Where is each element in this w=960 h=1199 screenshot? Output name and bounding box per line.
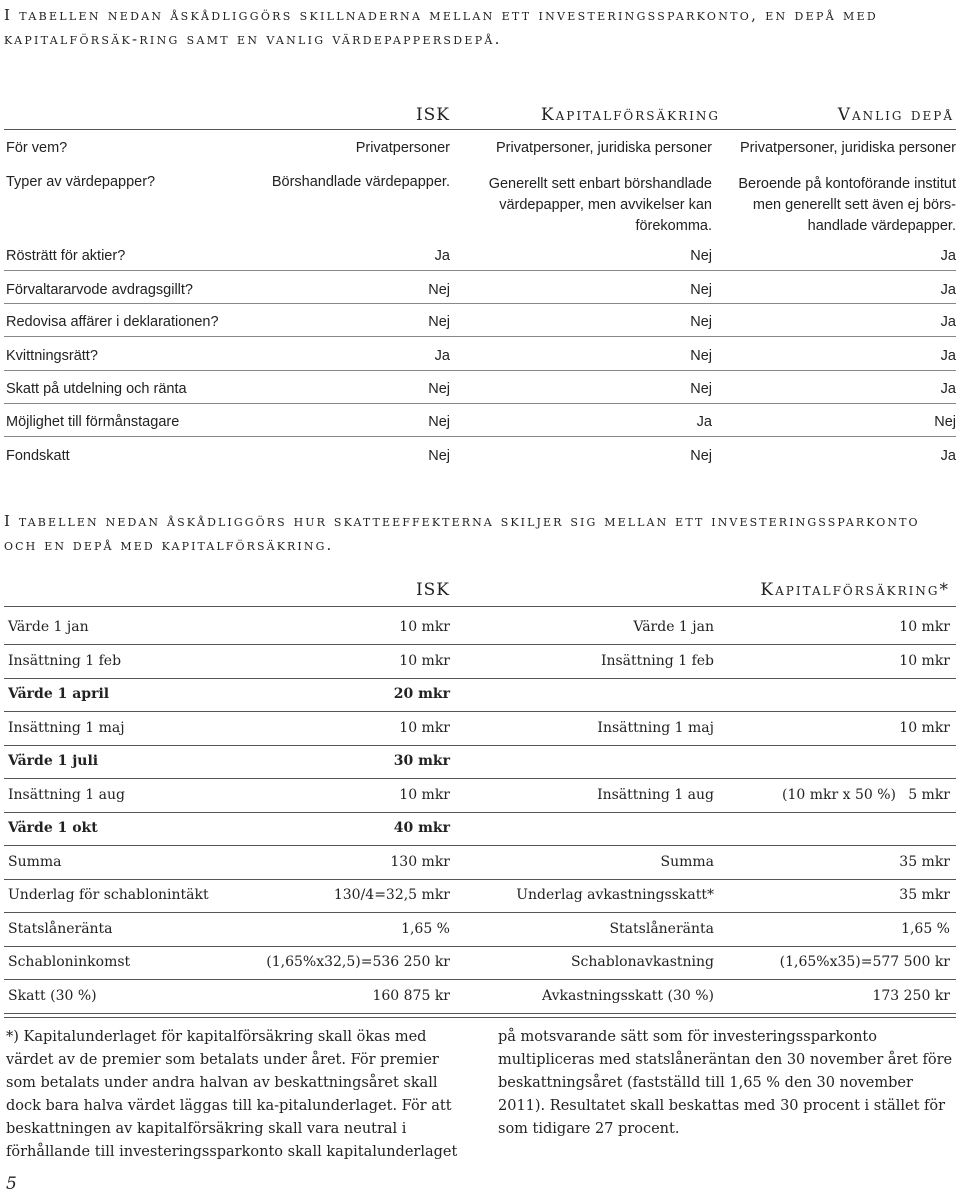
table1-header-divider — [4, 129, 956, 130]
cell-vanlig-depa: Ja — [940, 448, 956, 464]
intro-paragraph-1: I tabellen nedan åskådliggörs skillnaderna mellan ett investeringssparkonto, en depå med kapitalförsäk-ring samt en vanlig värdepappersdepå. — [4, 6, 879, 48]
row-divider — [4, 1013, 956, 1014]
isk-value: 10 mkr — [399, 619, 450, 635]
cell-isk: Nej — [428, 448, 450, 464]
cell-vanlig-depa: Ja — [940, 282, 956, 298]
kf-value: 35 mkr — [899, 887, 950, 903]
cell-isk: Nej — [428, 414, 450, 430]
row-label: Typer av värdepapper? — [6, 174, 156, 190]
cell-kapitalforsakring: Nej — [690, 314, 712, 330]
kf-label: Insättning 1 feb — [600, 652, 714, 669]
kf-value: 10 mkr — [899, 619, 950, 635]
isk-label: Skatt (30 %) — [8, 987, 97, 1004]
cell-isk: Nej — [428, 314, 450, 330]
row-divider — [4, 678, 956, 679]
row-label: Rösträtt för aktier? — [6, 248, 126, 264]
row-label: Möjlighet till förmånstagare — [6, 414, 180, 430]
cell-kapitalforsakring: Nej — [690, 248, 712, 264]
header-isk: ISK — [415, 105, 450, 125]
kf-value: 173 250 kr — [872, 987, 950, 1004]
cell-kapitalforsakring: Nej — [690, 448, 712, 464]
isk-label: Värde 1 okt — [8, 820, 98, 836]
kf-label: Insättning 1 maj — [597, 719, 714, 736]
row-divider — [4, 979, 956, 980]
isk-value: (1,65%x32,5)=536 250 kr — [266, 954, 450, 970]
isk-label: Värde 1 april — [8, 686, 110, 702]
isk-label: Summa — [8, 853, 62, 870]
kf-label: Summa — [660, 853, 714, 870]
row-label: Redovisa affärer i deklarationen? — [6, 314, 219, 330]
table2-header-divider — [4, 606, 956, 607]
cell-isk: Nej — [428, 381, 450, 397]
kf-value: 1,65 % — [901, 920, 950, 937]
cell-vanlig-depa: Beroende på kontoförande institut men generellt sett även ej börs-handlade värdepapper. — [738, 176, 956, 234]
row-divider — [4, 403, 956, 404]
cell-kapitalforsakring: Generellt sett enbart börshandlade värdepapper, men avvikelser kan förekomma. — [488, 176, 712, 234]
kf-note: (10 mkr x 50 %) — [781, 786, 896, 803]
isk-value: 10 mkr — [399, 786, 450, 803]
kf-label: Underlag avkastningsskatt* — [516, 887, 714, 903]
header-kapitalforsakring: Kapitalförsäkring — [540, 105, 720, 125]
cell-kapitalforsakring: Ja — [696, 414, 712, 430]
isk-value: 10 mkr — [399, 719, 450, 736]
isk-value: 40 mkr — [393, 820, 450, 836]
row-divider — [4, 946, 956, 947]
header-kapitalforsakring-2: Kapitalförsäkring* — [760, 580, 950, 600]
cell-isk: Börshandlade värdepapper. — [271, 174, 450, 190]
row-divider — [4, 644, 956, 645]
isk-label: Insättning 1 feb — [8, 652, 122, 669]
intro-paragraph-2: I tabellen nedan åskådliggörs hur skatteeffekterna skiljer sig mellan ett investeringssparkonto och en depå med kapitalförsäkring. — [4, 512, 920, 554]
cell-vanlig-depa: Nej — [934, 414, 956, 430]
kf-label: Statslåneränta — [609, 920, 714, 937]
row-label: Fondskatt — [6, 448, 70, 464]
isk-value: 1,65 % — [401, 920, 450, 937]
cell-vanlig-depa: Privatpersoner, juridiska personer — [740, 140, 956, 156]
cell-isk: Ja — [434, 248, 450, 264]
cell-vanlig-depa: Ja — [940, 314, 956, 330]
cell-vanlig-depa: Ja — [940, 248, 956, 264]
kf-value: 10 mkr — [899, 719, 950, 736]
isk-value: 130 mkr — [390, 853, 450, 870]
row-divider — [4, 879, 956, 880]
row-label: Skatt på utdelning och ränta — [6, 381, 187, 397]
isk-value: 30 mkr — [393, 753, 450, 769]
isk-label: Värde 1 juli — [8, 753, 99, 769]
isk-value: 20 mkr — [393, 686, 450, 702]
row-divider — [4, 711, 956, 712]
kf-label: Schablonavkastning — [570, 954, 714, 970]
cell-isk: Nej — [428, 282, 450, 298]
cell-isk: Privatpersoner — [355, 140, 450, 156]
kf-value: 5 mkr — [908, 786, 950, 803]
kf-value: 35 mkr — [899, 853, 950, 870]
isk-value: 10 mkr — [399, 652, 450, 669]
isk-label: Underlag för schablonintäkt — [8, 887, 209, 903]
row-divider — [4, 336, 956, 337]
isk-label: Insättning 1 aug — [8, 786, 125, 803]
header-isk-2: ISK — [415, 580, 450, 600]
row-divider — [4, 745, 956, 746]
cell-kapitalforsakring: Privatpersoner, juridiska personer — [496, 140, 712, 156]
row-divider — [4, 270, 956, 271]
kf-label: Värde 1 jan — [633, 619, 714, 635]
kf-value: 10 mkr — [899, 652, 950, 669]
cell-kapitalforsakring: Nej — [690, 348, 712, 364]
row-divider — [4, 303, 956, 304]
isk-value: 130/4=32,5 mkr — [333, 887, 450, 903]
row-label: Kvittningsrätt? — [6, 348, 98, 364]
footnote-right: på motsvarande sätt som för investeringssparkonto multipliceras med statslåneräntan den 30 november året före beskattningsåret (fastställd till 1,65 % den 30 november 2011). Resultatet skall beskattas med 30 procent i stället för som tidigare 27 procent. — [498, 1029, 953, 1137]
row-divider — [4, 778, 956, 779]
row-divider — [4, 912, 956, 913]
footnote-left: *) Kapitalunderlaget för kapitalförsäkring skall ökas med värdet av de premier som betalats under året. För premier som betalats under andra halvan av beskattningsåret skall dock bara halva värdet läggas till ka-pitalunderlaget. För att beskattningen av kapitalförsäkring skall vara neutral i förhållande till investeringssparkonto skall kapitalunderlaget — [6, 1029, 458, 1160]
cell-kapitalforsakring: Nej — [690, 282, 712, 298]
row-divider — [4, 845, 956, 846]
isk-value: 160 875 kr — [372, 987, 450, 1004]
kf-label: Insättning 1 aug — [597, 786, 714, 803]
cell-vanlig-depa: Ja — [940, 381, 956, 397]
footnote-divider — [4, 1017, 956, 1018]
isk-label: Insättning 1 maj — [8, 719, 125, 736]
kf-label: Avkastningsskatt (30 %) — [542, 987, 714, 1004]
row-divider — [4, 812, 956, 813]
header-vanlig-depa: Vanlig depå — [837, 105, 954, 125]
isk-label: Värde 1 jan — [8, 619, 89, 635]
cell-vanlig-depa: Ja — [940, 348, 956, 364]
isk-label: Statslåneränta — [8, 920, 113, 937]
row-label: För vem? — [6, 140, 68, 156]
page-number: 5 — [6, 1174, 17, 1194]
cell-isk: Ja — [434, 348, 450, 364]
row-divider — [4, 370, 956, 371]
row-divider — [4, 436, 956, 437]
row-label: Förvaltararvode avdragsgillt? — [6, 282, 193, 298]
kf-value: (1,65%x35)=577 500 kr — [779, 954, 950, 970]
isk-label: Schabloninkomst — [8, 954, 131, 970]
cell-kapitalforsakring: Nej — [690, 381, 712, 397]
